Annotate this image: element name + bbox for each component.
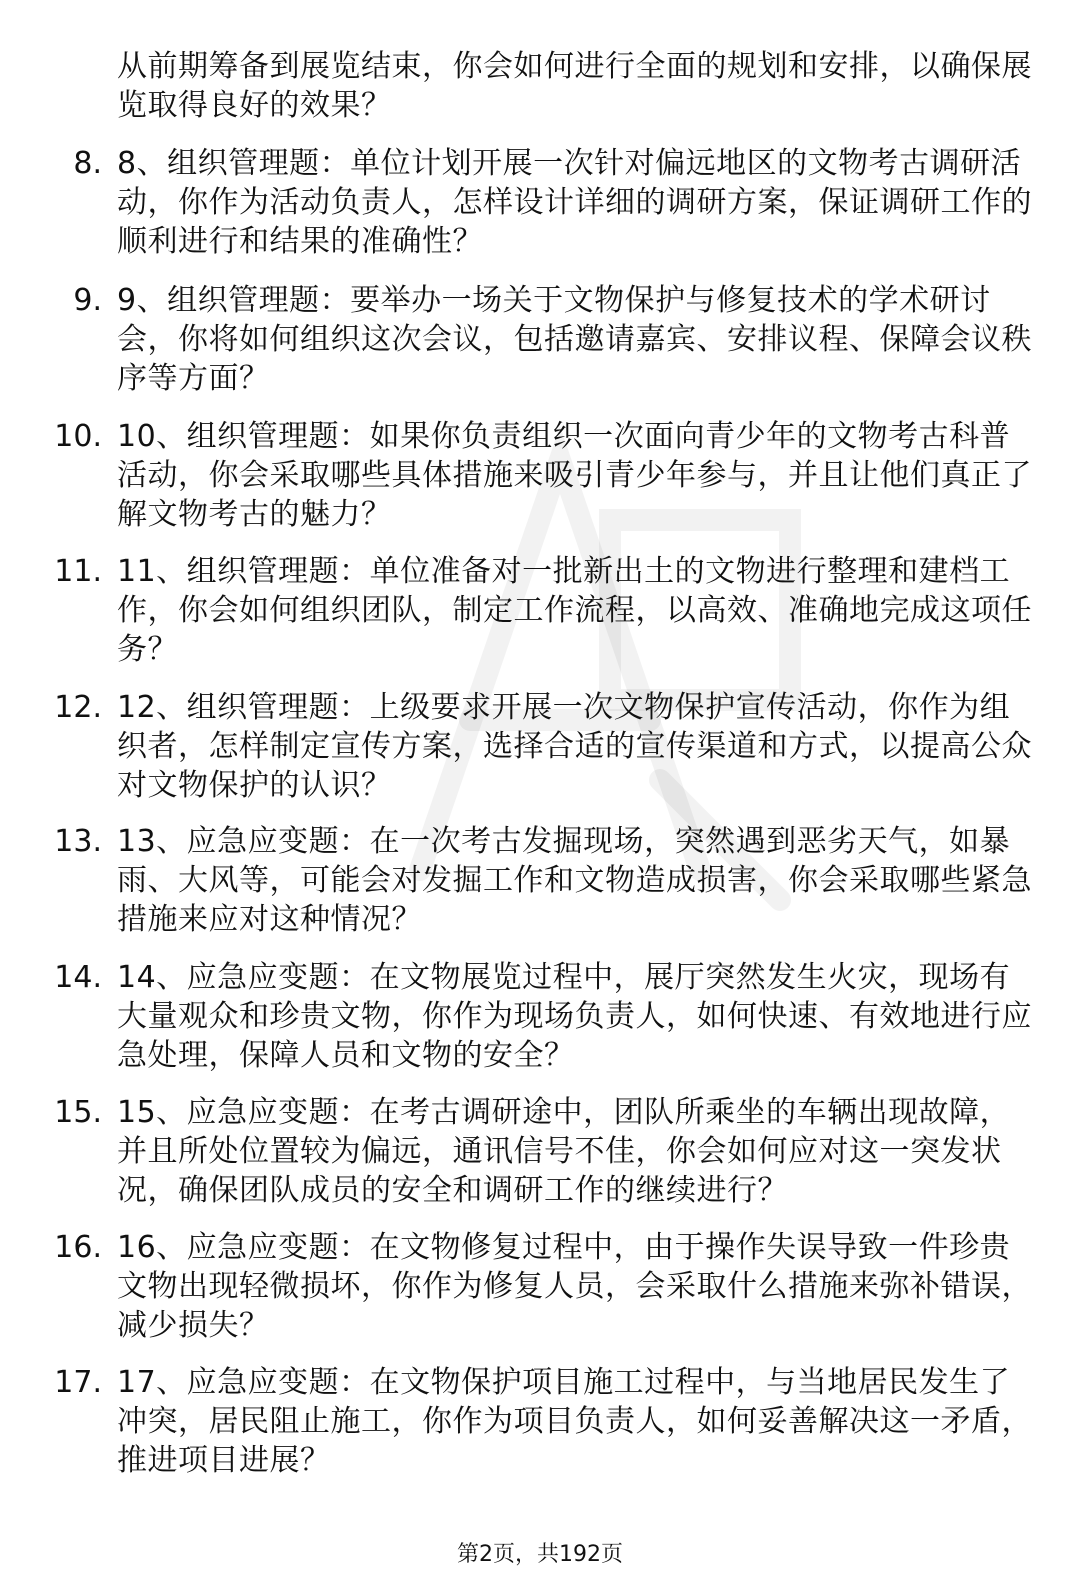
item-number: 17. — [54, 1365, 102, 1400]
item-number: 8. — [73, 146, 102, 181]
item-number: 11. — [54, 554, 102, 589]
item-text: 10、组织管理题：如果你负责组织一次面向青少年的文物考古科普活动，你会采取哪些具体措施来吸引青少年参与，并且让他们真正了解文物考古的魅力？ — [117, 419, 1032, 532]
page-footer: 第2页，共192页 — [457, 1542, 623, 1567]
item-number: 16. — [54, 1230, 102, 1265]
item-number: 10. — [54, 419, 102, 454]
item-text: 9、组织管理题：要举办一场关于文物保护与修复技术的学术研讨会，你将如何组织这次会议，包括邀请嘉宾、安排议程、保障会议秩序等方面？ — [117, 283, 1032, 396]
item-text: 17、应急应变题：在文物保护项目施工过程中，与当地居民发生了冲突，居民阻止施工，你作为项目负责人，如何妥善解决这一矛盾，推进项目进展？ — [117, 1365, 1032, 1478]
item-text: 11、组织管理题：单位准备对一批新出土的文物进行整理和建档工作，你会如何组织团队，制定工作流程，以高效、准确地完成这项任务？ — [117, 554, 1032, 667]
item-text: 14、应急应变题：在文物展览过程中，展厅突然发生火灾，现场有大量观众和珍贵文物，你作为现场负责人，如何快速、有效地进行应急处理，保障人员和文物的安全？ — [117, 960, 1032, 1073]
item-number: 13. — [54, 824, 102, 859]
item-text: 13、应急应变题：在一次考古发掘现场，突然遇到恶劣天气，如暴雨、大风等，可能会对发掘工作和文物造成损害，你会采取哪些紧急措施来应对这种情况？ — [117, 824, 1032, 937]
item-number: 15. — [54, 1095, 102, 1130]
item-number: 12. — [54, 690, 102, 725]
item-text: 15、应急应变题：在考古调研途中，团队所乘坐的车辆出现故障，并且所处位置较为偏远，通讯信号不佳，你会如何应对这一突发状况，确保团队成员的安全和调研工作的继续进行？ — [117, 1095, 1011, 1208]
item-text: 8、组织管理题：单位计划开展一次针对偏远地区的文物考古调研活动，你作为活动负责人，怎样设计详细的调研方案，保证调研工作的顺利进行和结果的准确性？ — [117, 146, 1032, 259]
item-number: 14. — [54, 960, 102, 995]
continuation-text: 从前期筹备到展览结束，你会如何进行全面的规划和安排，以确保展览取得良好的效果？ — [117, 49, 1032, 123]
item-text: 16、应急应变题：在文物修复过程中，由于操作失误导致一件珍贵文物出现轻微损坏，你作为修复人员，会采取什么措施来弥补错误，减少损失？ — [117, 1230, 1032, 1343]
item-text: 12、组织管理题：上级要求开展一次文物保护宣传活动，你作为组织者，怎样制定宣传方案，选择合适的宣传渠道和方式，以提高公众对文物保护的认识？ — [117, 690, 1032, 803]
item-number: 9. — [73, 283, 102, 318]
